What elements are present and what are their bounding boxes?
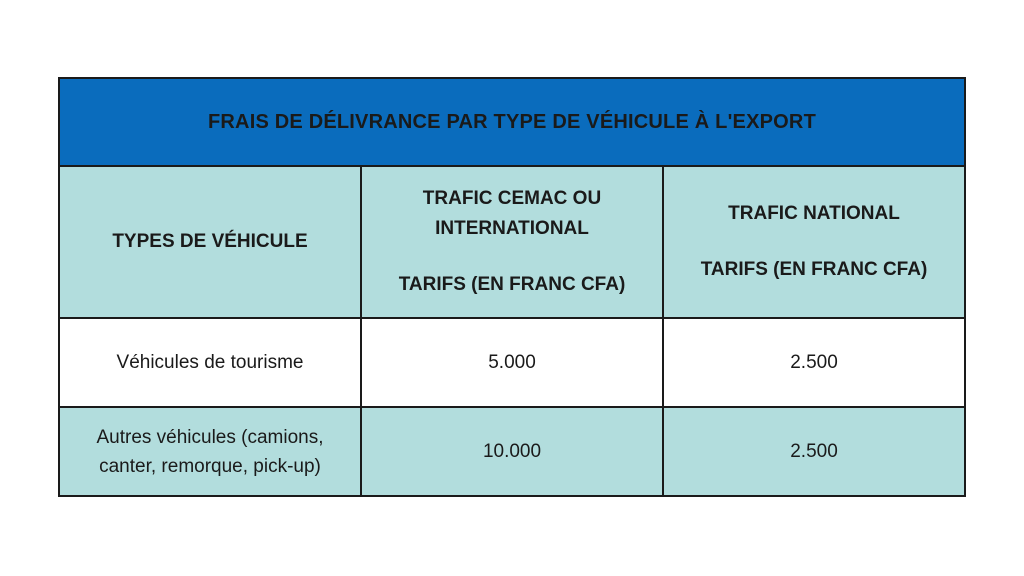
header-international-tariffs: TARIFS (EN FRANC CFA): [398, 274, 626, 295]
cell-vehicle-type-line2: canter, remorque, pick-up): [99, 455, 321, 477]
table-title-row: [59, 78, 965, 166]
header-vehicle-types-label: TYPES DE VÉHICULE: [112, 231, 308, 252]
header-vehicle-types: [59, 166, 361, 318]
table-row: [59, 318, 965, 407]
cell-vehicle-type: [59, 318, 361, 407]
header-national: [663, 166, 965, 318]
fees-table: [58, 77, 966, 497]
table-title: FRAIS DE DÉLIVRANCE PAR TYPE DE VÉHICULE À L'EXPORT: [59, 78, 965, 166]
cell-national-fee: 2.500: [663, 407, 965, 496]
cell-vehicle-type: [59, 407, 361, 496]
cell-national-fee: 2.500: [663, 318, 965, 407]
header-international: [361, 166, 663, 318]
table-header-row: [59, 166, 965, 318]
cell-vehicle-type-text: Véhicules de tourisme: [116, 351, 304, 373]
header-international-line2: INTERNATIONAL: [435, 218, 589, 239]
header-international-line1: TRAFIC CEMAC OU: [422, 188, 602, 209]
cell-international-fee: 5.000: [361, 318, 663, 407]
fees-table-container: [58, 77, 966, 497]
table-row: [59, 407, 965, 496]
header-national-line1: TRAFIC NATIONAL: [728, 203, 900, 224]
header-national-tariffs: TARIFS (EN FRANC CFA): [700, 259, 928, 280]
cell-vehicle-type-line1: Autres véhicules (camions,: [96, 426, 324, 448]
cell-international-fee: 10.000: [361, 407, 663, 496]
